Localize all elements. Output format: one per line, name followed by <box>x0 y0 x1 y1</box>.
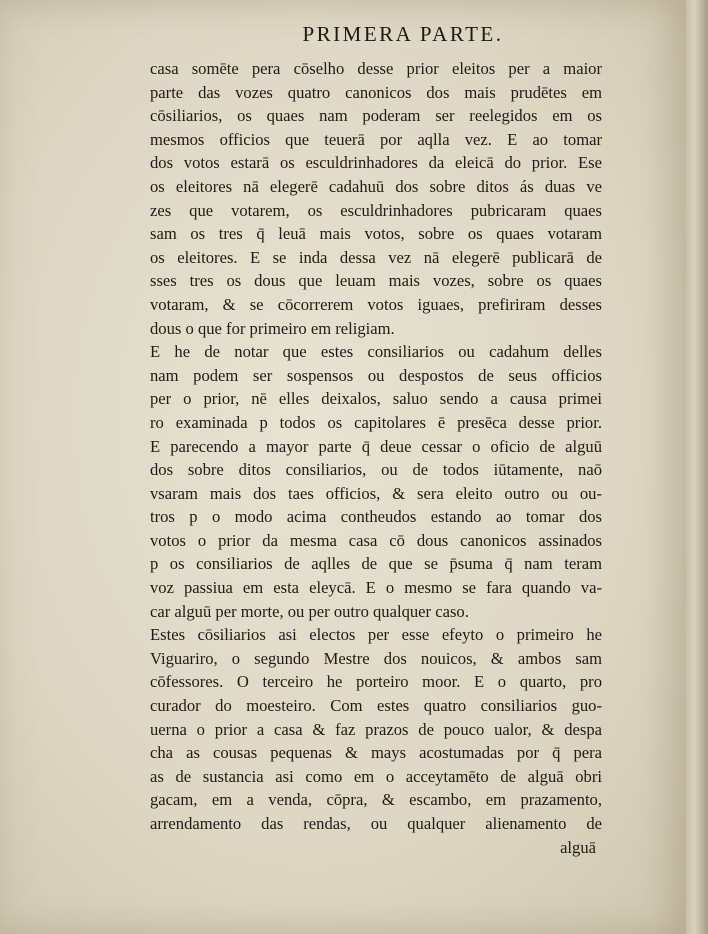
text-line: dos sobre ditos consiliarios, ou de todos iūtamente, naō <box>150 460 602 480</box>
text-line: dous o que for primeiro em religiam. <box>150 318 395 338</box>
text-line: cōfessores. O terceiro he porteiro moor. E o quarto, pro <box>150 672 602 692</box>
text-line: votaram, & se cōcorrerem votos iguaes, prefiriram desses <box>150 294 602 314</box>
text-line: votos o prior da mesma casa cō dous canonicos assinados <box>150 530 602 550</box>
text-line: E he de notar que estes consiliarios ou cadahum delles <box>150 342 602 362</box>
text-line: dos votos estarā os esculdrinhadores da eleicā do prior. Ese <box>150 153 602 173</box>
text-line: zes que votarem, os esculdrinhadores pubricaram quaes <box>150 200 602 220</box>
text-line: nam podem ser sospensos ou despostos de seus officios <box>150 365 602 385</box>
text-line: E parecendo a mayor parte q̄ deue cessar o oficio de alguū <box>150 436 602 456</box>
text-line: cha as cousas pequenas & mays acostumadas por q̄ pera <box>150 743 602 763</box>
text-line: arrendamento das rendas, ou qualquer alienamento de <box>150 814 602 833</box>
text-line: gacam, em a venda, cōpra, & escambo, em prazamento, <box>150 790 602 810</box>
text-line: sam os tres q̄ leuā mais votos, sobre os quaes votaram <box>150 224 602 244</box>
text-line: vsaram mais dos taes officios, & sera eleito outro ou ou- <box>150 483 602 503</box>
text-line: as de sustancia asi como em o acceytamēto de alguā obri <box>150 766 602 786</box>
text-line: tros p o modo acima contheudos estando ao tomar dos <box>150 507 602 527</box>
text-line: os eleitores nā elegerē cadahuū dos sobre ditos ás duas ve <box>150 176 602 196</box>
text-line: sses tres os dous que leuam mais vozes, sobre os quaes <box>150 271 602 291</box>
text-line: curador do moesteiro. Com estes quatro consiliarios guo- <box>150 696 602 716</box>
text-line: casa somēte pera cōselho desse prior eleitos per a maior <box>150 59 602 78</box>
text-line: uerna o prior a casa & faz prazos de pouco ualor, & despa <box>150 719 602 739</box>
catchword: alguā <box>560 837 596 857</box>
text-line: per o prior, nē elles deixalos, saluo sendo a causa primei <box>150 389 602 409</box>
text-line: parte das vozes quatro canonicos dos mais prudētes em <box>150 82 602 102</box>
text-line: ro examinada p todos os capitolares ē presēca desse prior. <box>150 412 602 432</box>
running-head: PRIMERA PARTE. <box>302 22 504 46</box>
text-line: Viguariro, o segundo Mestre dos nouicos, & ambos sam <box>150 648 602 668</box>
text-line: Estes cōsiliarios asi electos per esse efeyto o primeiro he <box>150 625 602 645</box>
text-line: os eleitores. E se inda dessa vez nā elegerē publicarā de <box>150 247 602 267</box>
text-line: p os consiliarios de aqlles de que se p̄suma q̄ nam teram <box>150 554 602 574</box>
body-text <box>150 57 602 859</box>
text-line: car alguū per morte, ou per outro qualquer caso. <box>150 601 469 621</box>
adjacent-page-edge <box>686 0 708 934</box>
text-line: mesmos officios que teuerā por aqlla vez. E ao tomar <box>150 129 602 149</box>
text-line: voz passiua em esta eleycā. E o mesmo se fara quando va- <box>150 578 602 598</box>
text-line: cōsiliarios, os quaes nam poderam ser reelegidos em os <box>150 106 602 126</box>
